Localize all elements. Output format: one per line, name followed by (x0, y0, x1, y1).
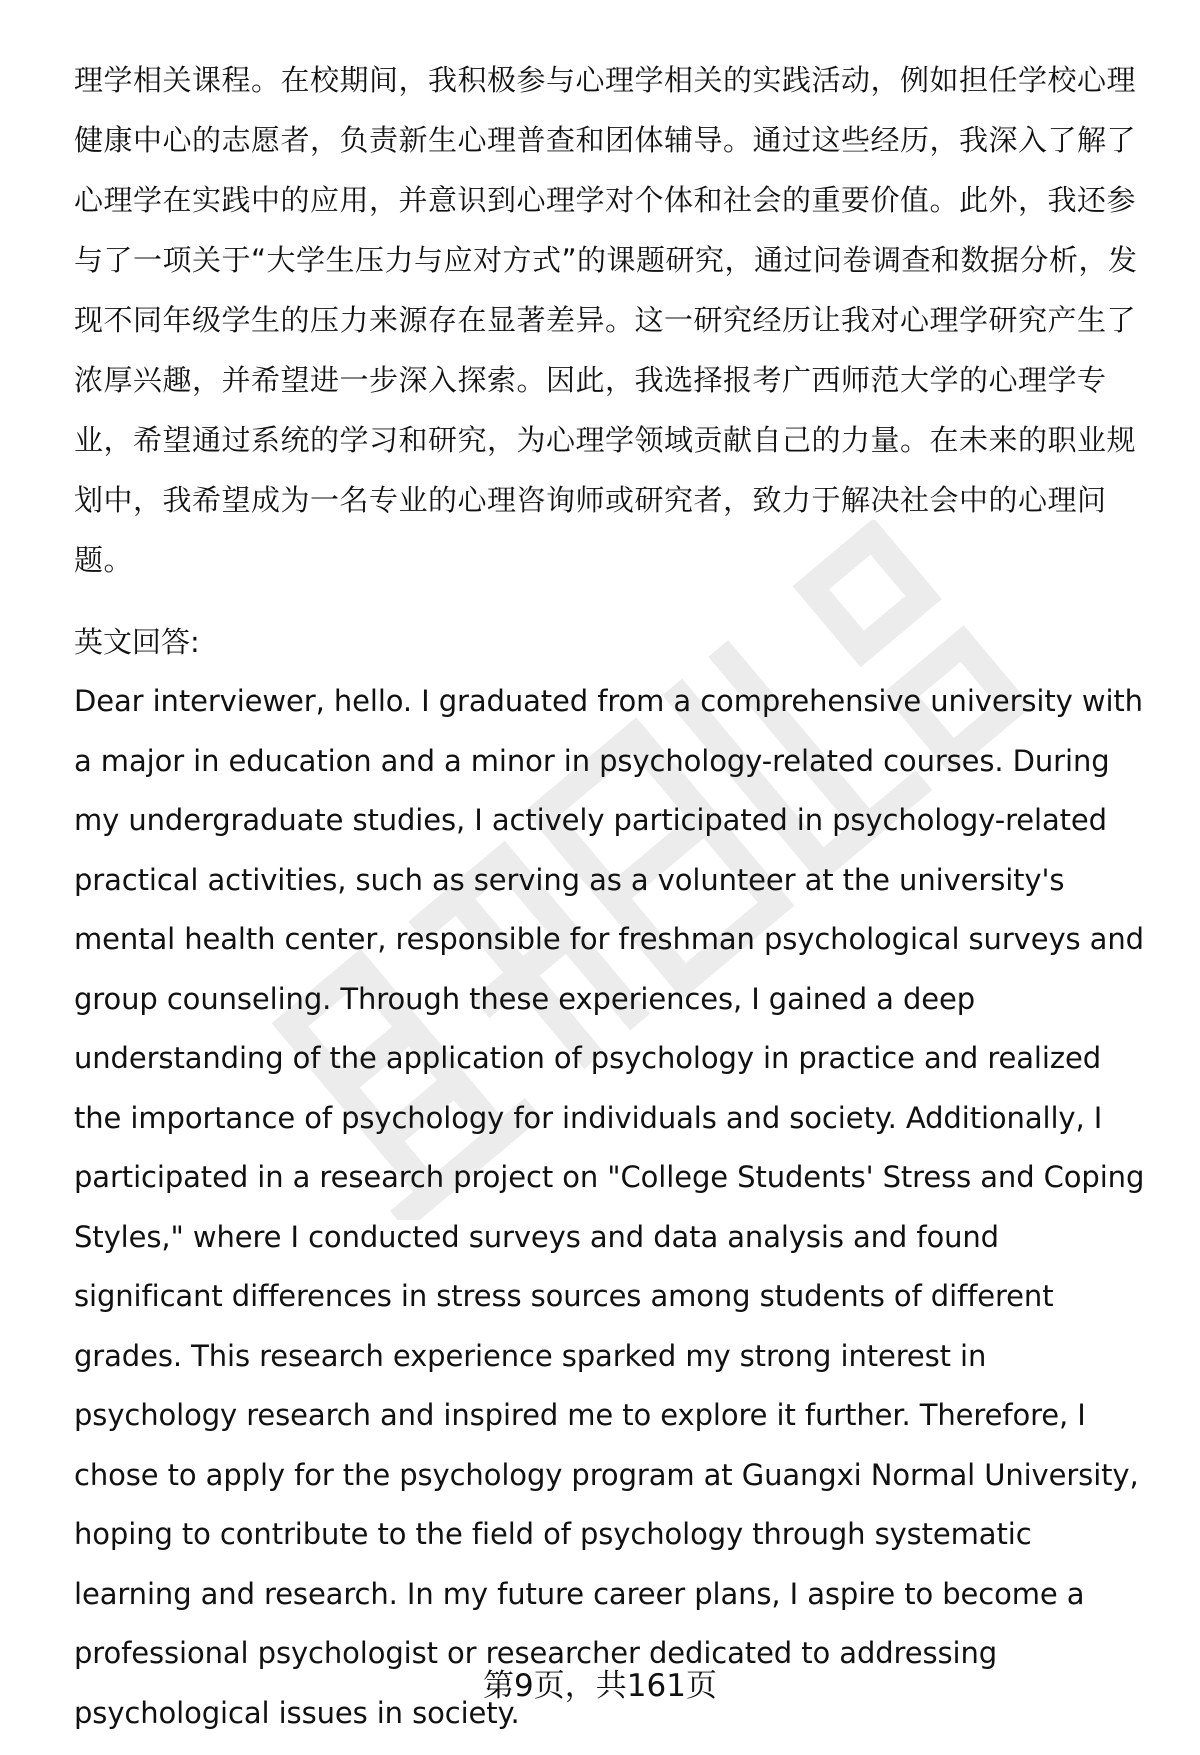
english-answer-paragraph: Dear interviewer, hello. I graduated from a comprehensive university with a major in education and a minor in psychology-related courses. During my undergraduate studies, I actively participated in psychology-related practical activities, such as serving as a volunteer at the university's mental health center, responsible for freshman psychological surveys and group counseling. Through these experiences, I gained a deep understanding of the application of psychology in practice and realized the importance of psychology for individuals and society. Additionally, I participated in a research project on "College Students' Stress and Coping Styles," where I conducted surveys and data analysis and found significant differences in stress sources among students of different grades. This research experience sparked my strong interest in psychology research and inspired me to explore it further. Therefore, I chose to apply for the psychology program at Guangxi Normal University, hoping to contribute to the field of psychology through systematic learning and research. In my future career plans, I aspire to become a professional psychologist or researcher dedicated to addressing psychological issues in society. (74, 684, 1145, 1730)
chinese-answer-paragraph: 理学相关课程。在校期间，我积极参与心理学相关的实践活动，例如担任学校心理健康中心的志愿者，负责新生心理普查和团体辅导。通过这些经历，我深入了解了心理学在实践中的应用，并意识到心理学对个体和社会的重要价值。此外，我还参与了一项关于“大学生压力与应对方式”的课题研究，通过问卷调查和数据分析，发现不同年级学生的压力来源存在显著差异。这一研究经历让我对心理学研究产生了浓厚兴趣，并希望进一步深入探索。因此，我选择报考广西师范大学的心理学专业，希望通过系统的学习和研究，为心理学领域贡献自己的力量。在未来的职业规划中，我希望成为一名专业的心理咨询师或研究者，致力于解决社会中的心理问题。 (74, 63, 1138, 577)
page-number-footer: 第9页，共161页 (483, 1668, 717, 1704)
document-page (74, 50, 1154, 1743)
english-answer-heading: 英文回答: (74, 625, 200, 659)
